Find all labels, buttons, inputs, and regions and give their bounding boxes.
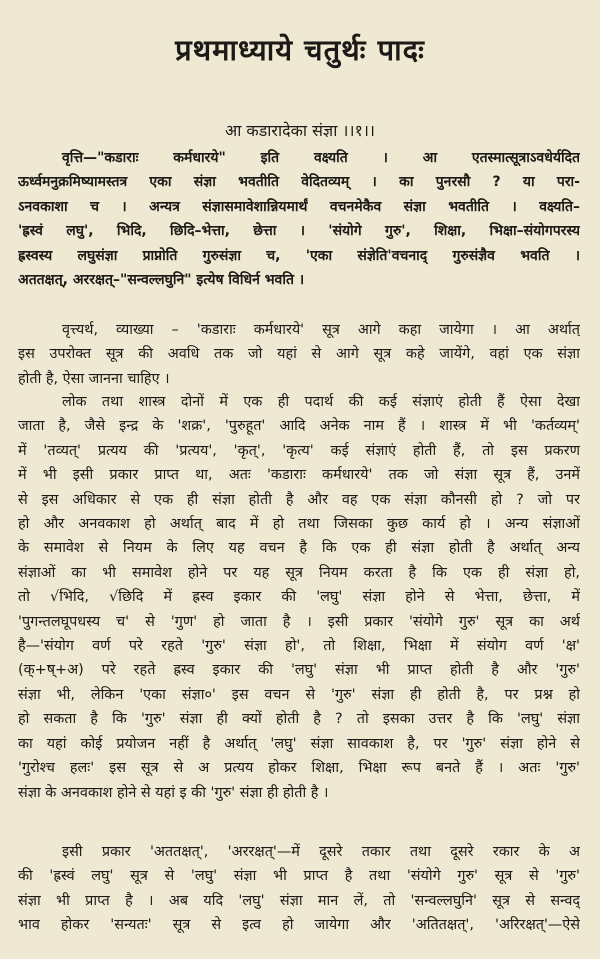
- vritti-line: वृत्ति—"कडाराः कर्मधारये" इति वक्ष्यति । आ एतस्मात्सूत्राऽवधेर्यदित: [62, 150, 580, 166]
- vritti-line: 'ह्रस्वं लघु', भिदि, छिदि–भेत्ता, छेत्ता । 'संयोगे गुरु', शिक्षा, भिक्षा–संयोगपरस्य: [18, 223, 580, 240]
- text-line: भाव होकर 'सन्यतः' सूत्र से इत्व हो जायेगा और 'अतितक्षत्', 'अरिरक्षत्'—ऐसे: [18, 917, 580, 934]
- text-line: लोक तथा शास्त्र दोनों में एक ही पदार्थ की कई संज्ञाएं होती हैं ऐसा देखा: [62, 394, 580, 410]
- text-line: 'पुगन्तलघूपधस्य च' से 'गुण' हो जाता है । इसी प्रकार 'संयोगे गुरु' सूत्र का अर्थ: [18, 613, 580, 630]
- text-line: से इस अधिकार से एक ही संज्ञा होती है और वह एक संज्ञा कौनसी हो ? जो पर: [18, 491, 580, 508]
- text-line: हो और अनवकाश हो अर्थात् बाद में हो तथा जिसका कुछ कार्य हो । अन्य संज्ञाओं: [18, 516, 580, 533]
- explanation-paragraph-1: [18, 318, 580, 391]
- vritti-line: ऊर्ध्वमनुक्रमिष्यामस्तत्र एका संज्ञा भवतीति वेदितव्यम् । का पुनरसौ ? या परा-: [18, 174, 580, 191]
- text-line: का यहां कोई प्रयोजन नहीं है अर्थात् 'लघु' संज्ञा सावकाश है, पर 'गुरु' संज्ञा होने से: [18, 735, 580, 752]
- chapter-title: प्रथमाध्याये चतुर्थः पादः: [175, 33, 425, 67]
- vritti-paragraph: [18, 146, 580, 292]
- text-line: इसी प्रकार 'अततक्षत्', 'अररक्षत्'—में दूसरे तकार तथा दूसरे रकार के अ: [62, 844, 580, 860]
- explanation-paragraph-2: [18, 390, 580, 805]
- explanation-paragraph-3: [18, 840, 580, 938]
- vritti-line: अततक्षत्, अररक्षत्–"सन्वल्लघुनि" इत्येष विधिर्न भवति ।: [18, 272, 305, 289]
- text-line: के समावेश से नियम के लिए यह वचन है कि एक ही संज्ञा होती है अर्थात् अन्य: [18, 540, 580, 557]
- text-line: हो सकता है कि 'गुरु' संज्ञा ही क्यों होती है ? तो इसका उत्तर है कि 'लघु' संज्ञा: [18, 711, 580, 728]
- text-line: की 'ह्रस्वं लघु' सूत्र से 'लघु' संज्ञा भी प्राप्त है तथा 'संयोगे गुरु' सूत्र से 'गुरु': [18, 868, 580, 885]
- text-line: (क्+ष्+अ) परे रहते ह्रस्व इकार की 'लघु' संज्ञा भी प्राप्त होती है और 'गुरु': [18, 662, 580, 679]
- text-line: तो √भिदि, √छिदि में ह्रस्व इकार की 'लघु' संज्ञा होने से भेत्ता, छेत्ता, में: [18, 589, 580, 606]
- text-line: संज्ञाओं का भी समावेश होने पर यह सूत्र नियम करता है कि एक ही संज्ञा हो,: [18, 564, 580, 581]
- text-line: में 'तव्यत्' प्रत्यय की 'प्रत्यय', 'कृत्', 'कृत्य' कई संज्ञाएं होती हैं, तो इस प्रकरण: [18, 442, 580, 459]
- vritti-line: ऽनवकाशा च । अन्यत्र संज्ञासमावेशान्नियमार्थं वचनमेकैव संज्ञा भवतीति । वक्ष्यति–: [18, 198, 580, 215]
- text-line: है—'संयोग वर्ण परे रहते 'गुरु' संज्ञा हो', तो शिक्षा, भिक्षा में संयोग वर्ण 'क्ष': [18, 638, 580, 655]
- text-line: संज्ञा भी, लेकिन 'एका संज्ञा०' इस वचन से 'गुरु' संज्ञा ही होती है, पर प्रश्न हो: [18, 686, 580, 703]
- text-line: में भी इसी प्रकार प्राप्त था, अतः 'कडाराः कर्मधारये' तक जो संज्ञा सूत्र हैं, उनमें: [18, 467, 580, 484]
- sutra-heading: आ कडारादेका संज्ञा ।।१।।: [224, 121, 375, 140]
- vritti-line: ह्रस्वस्य लघुसंज्ञा प्राप्नोति गुरुसंज्ञा च, 'एका संज्ञेति'वचनाद् गुरुसंज्ञैव भवति ।: [18, 247, 580, 264]
- text-line: वृत्त्यर्थ, व्याख्या – 'कडाराः कर्मधारये' सूत्र आगे कहा जायेगा । आ अर्थात्: [62, 322, 580, 338]
- text-line: संज्ञा भी प्राप्त है । अब यदि 'लघु' संज्ञा मान लें, तो 'सन्वल्लघुनि' सूत्र से सन्वद्: [18, 892, 580, 909]
- text-line: जाता है, जैसे इन्द्र के 'शक्र', 'पुरुहूत' आदि अनेक नाम हैं । शास्त्र में भी 'कर्तव्यम्': [18, 418, 580, 435]
- text-line: 'गुरोश्च हलः' इस सूत्र से अ प्रत्यय होकर शिक्षा, भिक्षा रूप बनते हैं । अतः 'गुरु': [18, 760, 580, 777]
- text-line: संज्ञा के अनवकाश होने से यहां इ की 'गुरु' संज्ञा ही होती है ।: [18, 784, 329, 801]
- text-line: होती है, ऐसा जानना चाहिए ।: [18, 370, 170, 387]
- text-line: इस उपरोक्त सूत्र की अवधि तक जो यहां से आगे सूत्र कहे जायेंगे, वहां एक संज्ञा: [18, 346, 580, 363]
